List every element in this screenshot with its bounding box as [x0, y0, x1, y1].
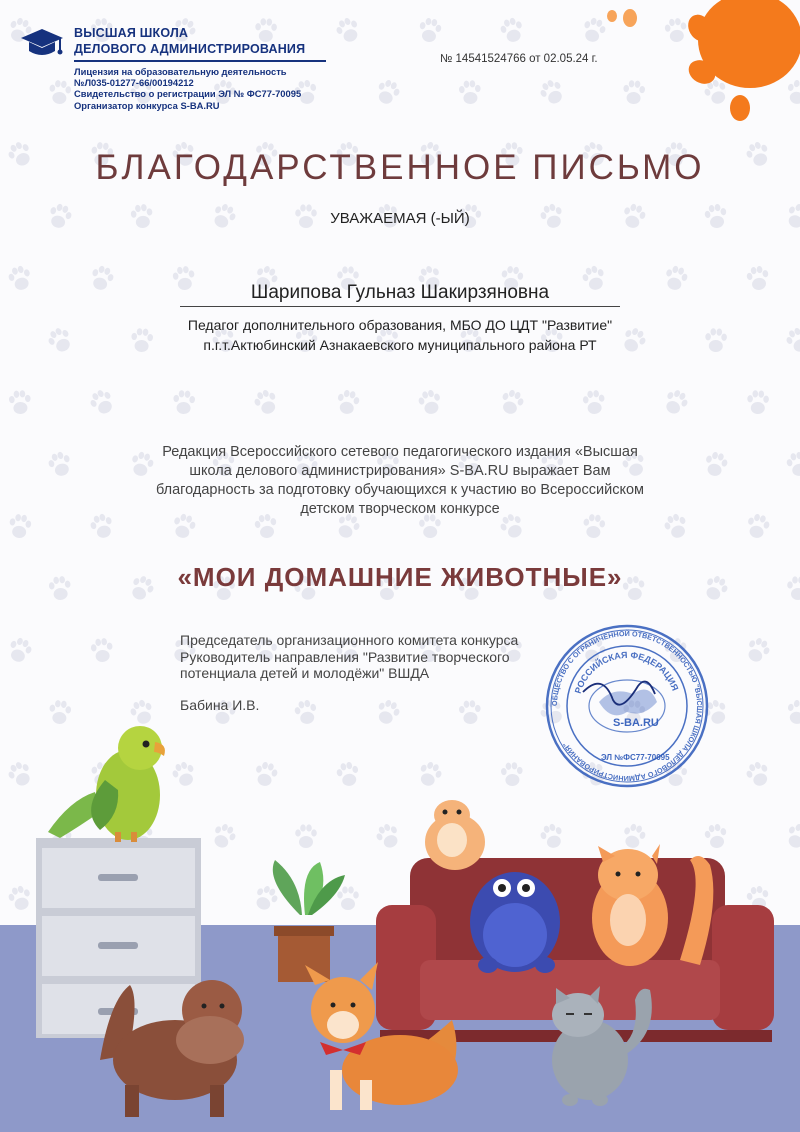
document-number: № 14541524766 от 02.05.24 г.	[440, 53, 598, 65]
paw-print-icon	[783, 325, 800, 355]
paw-print-icon	[90, 637, 114, 663]
stamp-site: S-BA.RU	[613, 717, 659, 729]
paw-print-icon	[703, 450, 730, 478]
paw-print-icon	[6, 635, 34, 665]
orange-cat	[592, 844, 713, 966]
body-text: Редакция Всероссийского сетевого педагогического издания «Высшая школа делового администрирования» S-BA.RU выражает Вам благодарность за подготовку обучающихся к участию во Всероссийском детском творческом конкурсе	[156, 444, 644, 517]
paw-print-icon	[662, 264, 689, 293]
organizer-text: Организатор конкурса S-BA.RU	[74, 99, 220, 111]
org-name-line2: ДЕЛОВОГО АДМИНИСТРИРОВАНИЯ	[74, 42, 306, 56]
paw-print-icon	[417, 17, 442, 44]
paw-print-icon	[46, 450, 74, 479]
license-number: №Л035-01277-66/00194212	[74, 77, 194, 89]
paw-print-icon	[8, 513, 33, 539]
paw-print-icon	[745, 265, 770, 292]
paw-print-icon	[417, 388, 444, 416]
paw-print-icon	[45, 325, 76, 356]
paw-print-icon	[705, 328, 727, 352]
paw-print-icon	[498, 16, 525, 45]
paw-print-icon	[662, 511, 690, 541]
contest-name: «МОИ ДОМАШНИЕ ЖИВОТНЫЕ»	[177, 562, 623, 592]
stamp-code: ЭЛ №ФС77-70095	[601, 753, 670, 762]
stamp-inner-text: РОССИЙСКАЯ ФЕДЕРАЦИЯ	[572, 649, 681, 695]
stamp-icon	[543, 622, 711, 790]
paw-print-icon	[537, 77, 568, 108]
salutation: УВАЖАЕМАЯ (-ЫЙ)	[330, 210, 470, 227]
paw-print-icon	[8, 390, 31, 415]
stamp-outer-text: ОБЩЕСТВО С ОГРАНИЧЕННОЙ ОТВЕТСТВЕННОСТЬЮ "ВЫСШАЯ ШКОЛА ДЕЛОВОГО АДМИНИСТРИРОВАНИЯ"	[549, 628, 705, 784]
hamster	[425, 800, 485, 870]
paw-print-icon	[252, 387, 281, 417]
paw-print-icon	[458, 80, 481, 105]
recipient-position: Педагог дополнительного образования, МБО ДО ЦДТ "Развитие" п.г.т.Актюбинский Азнакаевского муниципального района РТ	[187, 317, 613, 353]
paw-print-icon	[6, 264, 33, 293]
paw-print-icon	[498, 387, 526, 417]
paw-print-icon	[661, 387, 691, 418]
license-info	[74, 66, 301, 111]
paw-print-icon	[255, 18, 277, 42]
paw-print-icon	[88, 512, 116, 541]
paw-print-icon	[743, 635, 773, 666]
recipient-name: Шарипова Гульназ Шакирзяновна	[180, 282, 620, 307]
paw-print-icon	[582, 389, 606, 415]
chair-line-1: Председатель организационного комитета конкурса	[180, 632, 519, 648]
parrot	[48, 726, 165, 842]
chair-line-2: Руководитель направления "Развитие творческого	[180, 648, 510, 665]
sun-paw-icon	[590, 0, 800, 140]
chair-title	[180, 632, 518, 682]
graduation-cap-icon	[20, 26, 64, 62]
paw-print-icon	[745, 512, 772, 540]
paw-print-icon	[333, 15, 362, 45]
paw-print-icon	[335, 388, 361, 416]
paw-print-icon	[747, 390, 769, 414]
signer-name: Бабина И.В.	[180, 697, 260, 713]
registration-text: Свидетельство о регистрации ЭЛ № ФС77-70095	[74, 88, 302, 100]
chair-line-3: потенциала детей и молодёжи" ВШДА	[180, 665, 430, 681]
logo-divider	[74, 60, 326, 62]
paw-print-icon	[87, 387, 118, 418]
org-name-line1: ВЫСШАЯ ШКОЛА	[74, 26, 189, 40]
paw-print-icon	[88, 264, 116, 293]
paw-print-icon	[172, 390, 195, 415]
page-title: БЛАГОДАРСТВЕННОЕ ПИСЬМО	[95, 148, 705, 187]
potted-plant	[273, 860, 345, 982]
license-text: Лицензия на образовательную деятельность	[74, 66, 287, 77]
paw-print-icon	[785, 450, 800, 478]
paw-print-icon	[373, 77, 402, 107]
paw-print-icon	[48, 79, 72, 105]
